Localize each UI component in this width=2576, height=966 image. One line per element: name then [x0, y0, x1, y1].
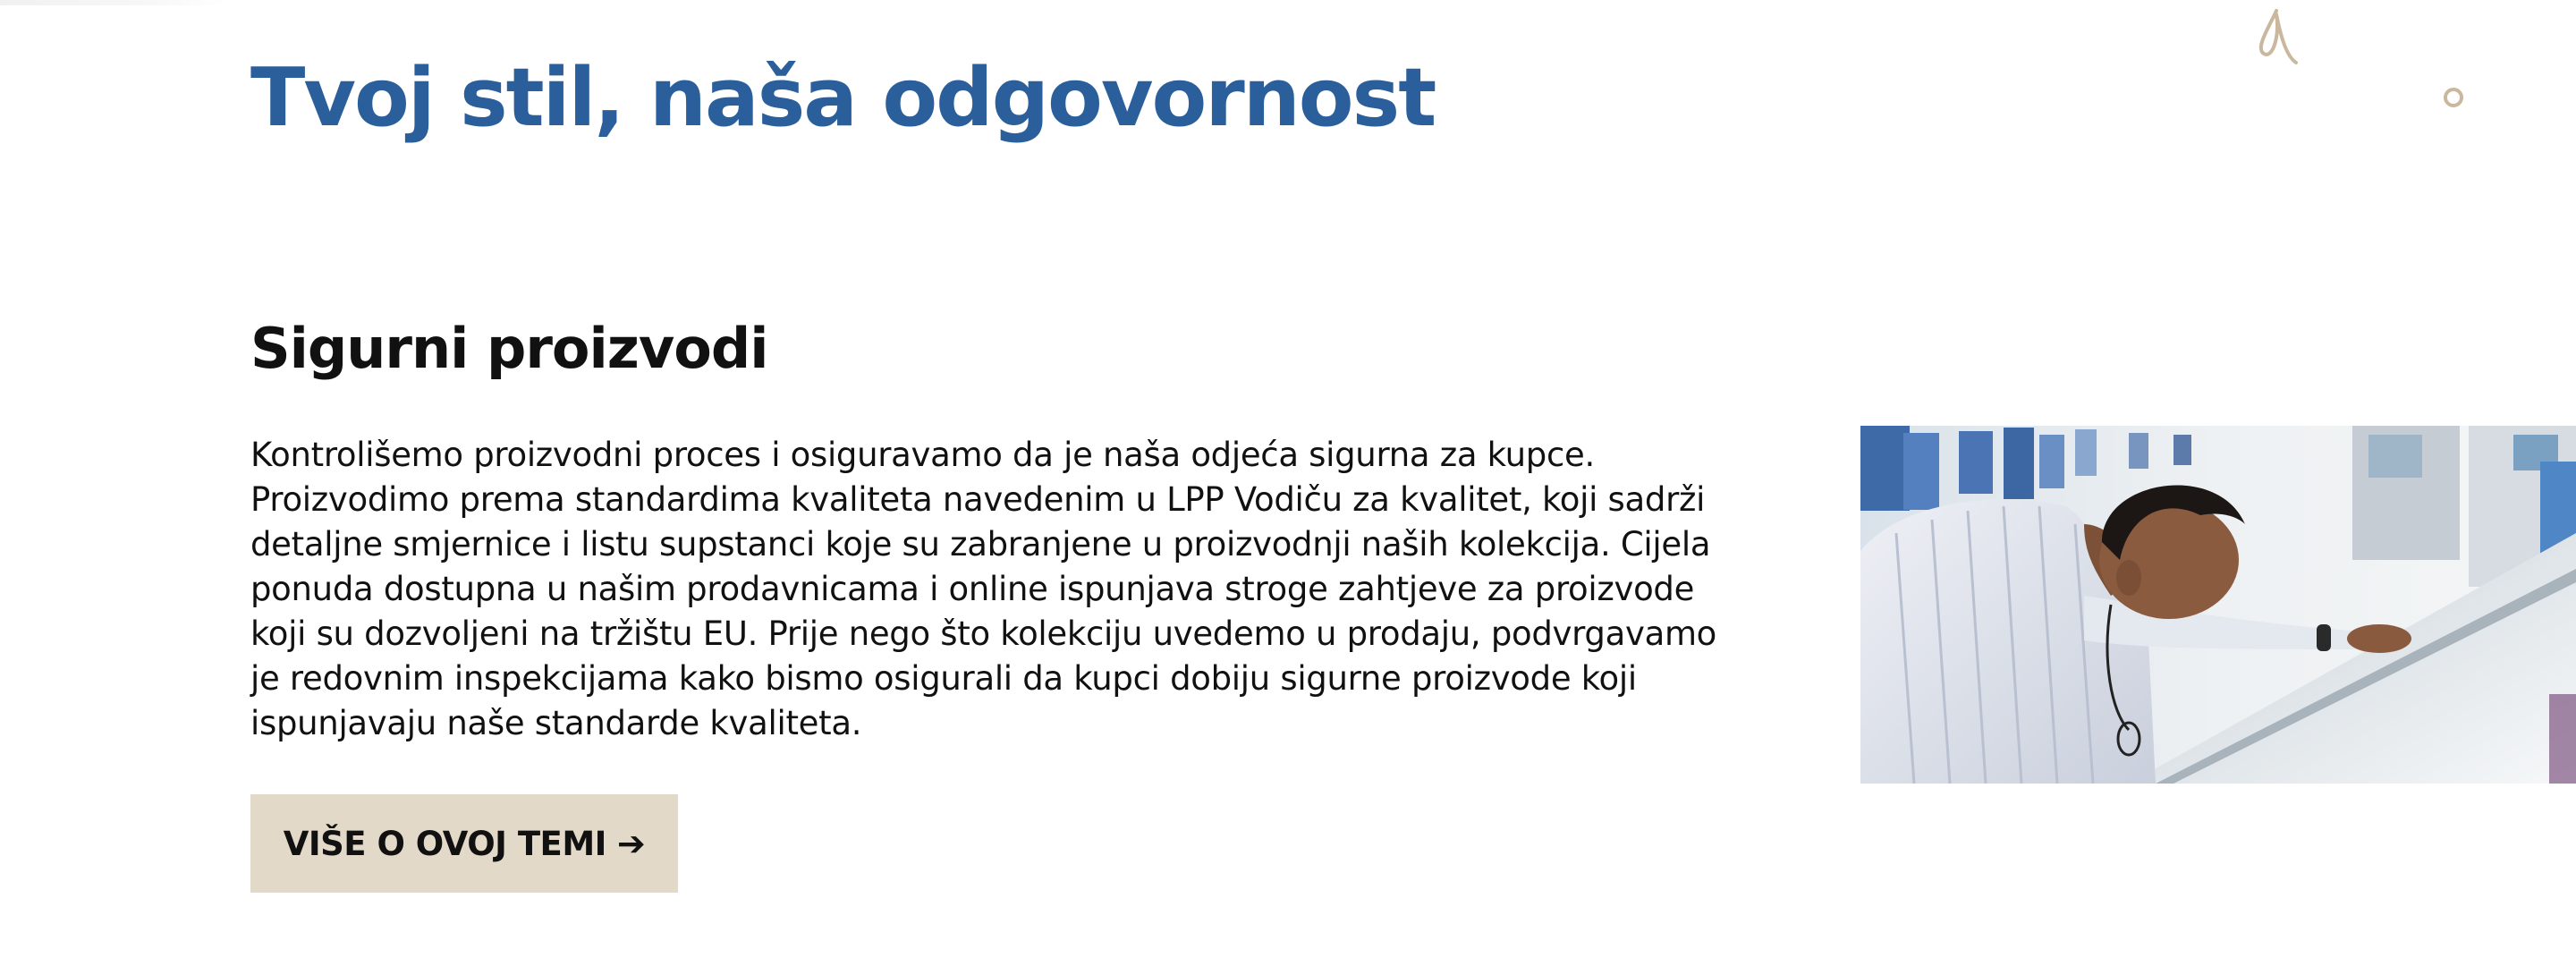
- circle-doodle-icon: [2440, 84, 2467, 111]
- page-title: Tvoj stil, naša odgovornost: [250, 51, 1436, 145]
- worker-hand: [2347, 624, 2411, 653]
- section-heading: Sigurni proizvodi: [250, 316, 768, 381]
- factory-worker-photo-illustration: [1860, 426, 2576, 784]
- factory-worker-photo: [1860, 426, 2576, 784]
- more-about-topic-button[interactable]: [250, 794, 678, 893]
- more-about-topic-label: VIŠE O OVOJ TEMI: [283, 824, 606, 863]
- top-edge-strip: [0, 0, 233, 5]
- arrow-right-icon: ➔: [616, 824, 646, 863]
- squiggle-doodle-stroke: [2261, 11, 2296, 63]
- squiggle-doodle-icon: [2250, 5, 2303, 70]
- section-body-text: Kontrolišemo proizvodni proces i osiguravamo da je naša odjeća sigurna za kupce. Proizvodimo prema standardima kvaliteta navedenim u LPP Vodiču za kvalitet, koji sadrži detaljne smjernice i listu supstanci koje su zabranjene u proizvodnji naših kolekcija. Cijela ponuda dostupna u našim prodavnicama i online ispunjava stroge zahtjeve za proizvode koji su dozvoljeni na tržištu EU. Prije nego što kolekciju uvedemo u prodaju, podvrgavamo je redovnim inspekcijama kako bismo osigurali da kupci dobiju sigurne proizvode koji ispunjavaju naše standarde kvaliteta.: [250, 436, 1717, 742]
- worker-watch: [2317, 624, 2331, 651]
